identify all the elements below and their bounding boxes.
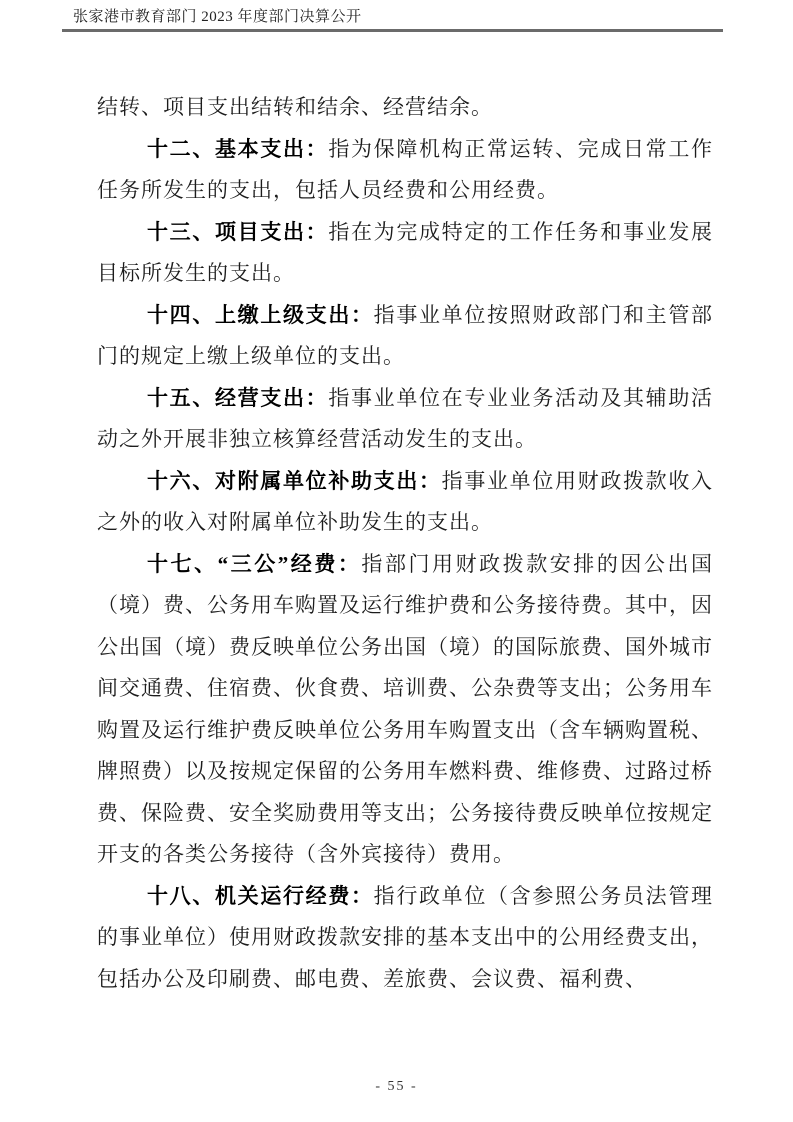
header-title: 张家港市教育部门 2023 年度部门决算公开 (73, 9, 362, 25)
paragraph (97, 544, 713, 876)
paragraph (97, 212, 713, 295)
paragraph-text: 指为保障机构正常运转、完成日常工作任务所发生的支出，包括人员经费和公用经费。 (97, 136, 714, 202)
paragraph-text: 指事业单位按照财政部门和主管部门的规定上缴上级单位的支出。 (97, 302, 714, 368)
page-number: - 55 - (375, 1079, 418, 1094)
paragraph-term: 十七、“三公”经费： (147, 551, 362, 576)
paragraph (97, 378, 713, 461)
paragraph-text: 指事业单位用财政拨款收入之外的收入对附属单位补助发生的支出。 (97, 468, 714, 534)
paragraph-text: 指行政单位（含参照公务员法管理的事业单位）使用财政拨款安排的基本支出中的公用经费支出，包括办公及印刷费、邮电费、差旅费、会议费、福利费、 (97, 883, 714, 991)
paragraph (97, 129, 713, 212)
paragraph-term: 十六、对附属单位补助支出： (147, 468, 442, 493)
page-footer (0, 1077, 793, 1097)
paragraph-term: 十三、项目支出： (147, 219, 329, 244)
paragraph (97, 87, 713, 129)
paragraph-term: 十四、上缴上级支出： (147, 302, 374, 327)
paragraph-text: 指部门用财政拨款安排的因公出国（境）费、公务用车购置及运行维护费和公务接待费。其中，因公出国（境）费反映单位公务出国（境）的国际旅费、国外城市间交通费、住宿费、伙食费、培训费、公杂费等支出；公务用车购置及运行维护费反映单位公务用车购置支出（含车辆购置税、牌照费）以及按规定保留的公务用车燃料费、维修费、过路过桥费、保险费、安全奖励费用等支出；公务接待费反映单位按规定开支的各类公务接待（含外宾接待）费用。 (97, 551, 714, 866)
paragraph (97, 876, 713, 1001)
paragraph-term: 十五、经营支出： (147, 385, 329, 410)
paragraph-term: 十二、基本支出： (147, 136, 329, 161)
paragraph-term: 十八、机关运行经费： (147, 883, 374, 908)
paragraph-text: 指在为完成特定的工作任务和事业发展目标所发生的支出。 (97, 219, 714, 285)
document-body (97, 87, 713, 1000)
paragraph-text: 指事业单位在专业业务活动及其辅助活动之外开展非独立核算经营活动发生的支出。 (97, 385, 714, 451)
paragraph (97, 461, 713, 544)
paragraph-text: 结转、项目支出结转和结余、经营结余。 (97, 95, 493, 119)
paragraph (97, 295, 713, 378)
page-header (62, 8, 723, 32)
